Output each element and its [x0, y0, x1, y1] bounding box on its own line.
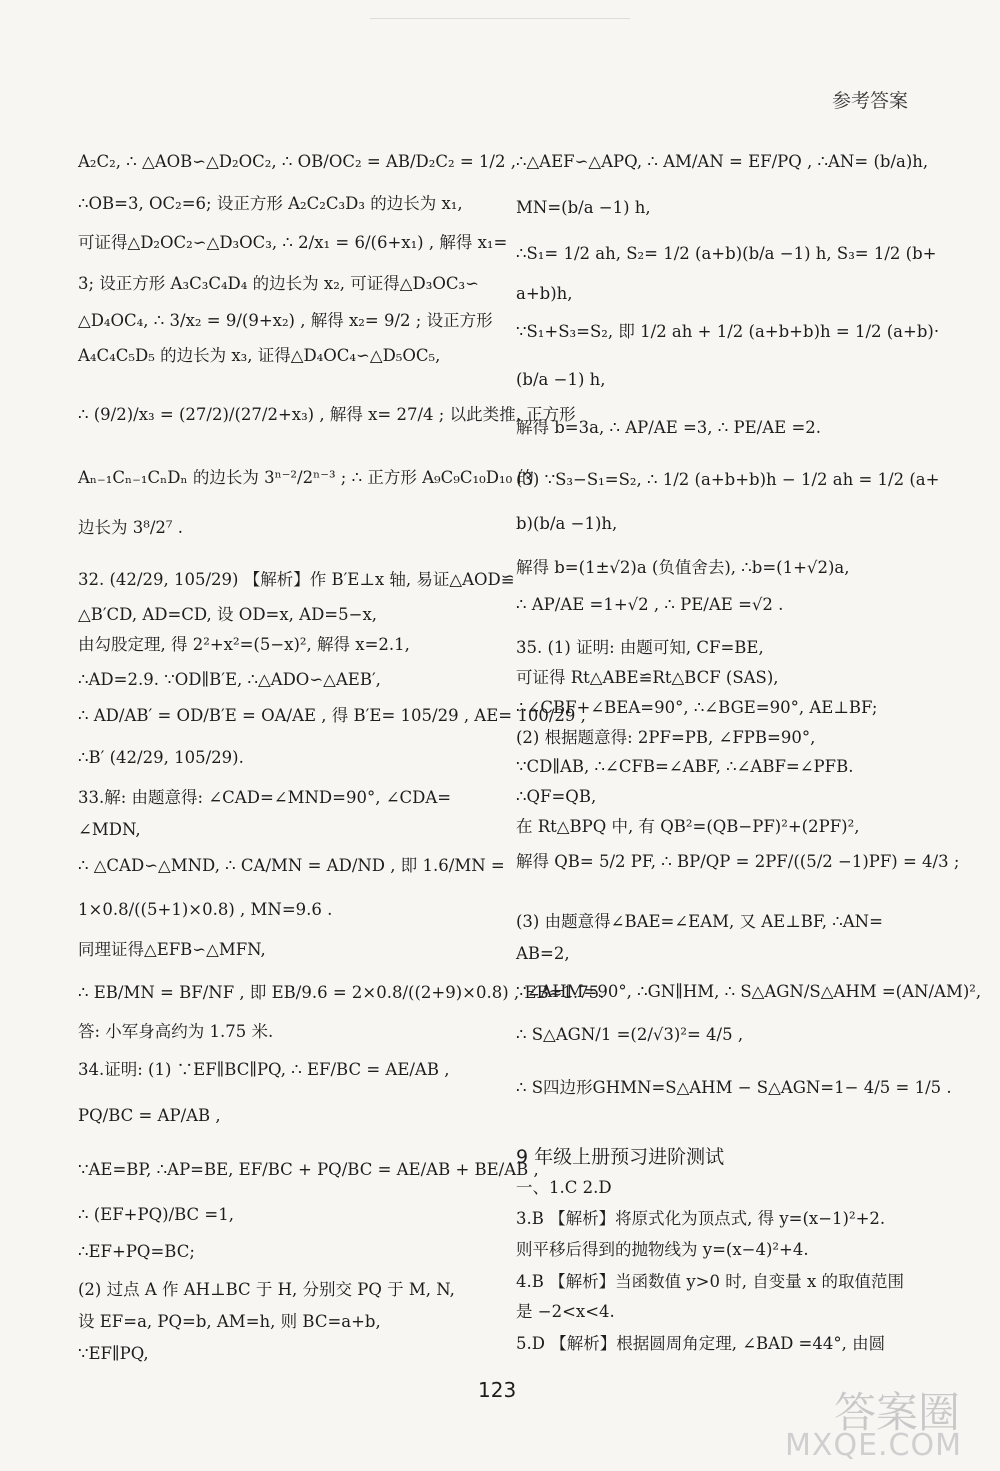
text-line: ∴∠CBF+∠BEA=90°, ∴∠BGE=90°, AE⊥BF;: [516, 698, 878, 717]
text-line: ∴QF=QB,: [516, 787, 597, 806]
text-line: ∵CD∥AB, ∴∠CFB=∠ABF, ∴∠ABF=∠PFB.: [516, 757, 854, 776]
text-line: ∠MDN,: [78, 820, 141, 839]
text-line: ∴OB=3, OC₂=6; 设正方形 A₂C₂C₃D₃ 的边长为 x₁,: [78, 194, 463, 213]
text-line: ∵S₁+S₃=S₂, 即 1/2 ah + 1/2 (a+b+b)h = 1/2 (a+b)·: [516, 322, 940, 341]
text-line: 在 Rt△BPQ 中, 有 QB²=(QB−PF)²+(2PF)²,: [516, 817, 860, 836]
text-line: 则平移后得到的抛物线为 y=(x−4)²+4.: [516, 1240, 809, 1259]
text-line: (3) ∵S₃−S₁=S₂, ∴ 1/2 (a+b+b)h − 1/2 ah = 1/2 (a+: [516, 470, 940, 489]
text-line: 可证得△D₂OC₂∽△D₃OC₃, ∴ 2/x₁ = 6/(6+x₁) , 解得 x₁=: [78, 233, 508, 252]
text-line: ∴ EB/MN = BF/NF , 即 EB/9.6 = 2×0.8/((2+9)×0.8) , EB≈1.75.: [78, 983, 605, 1002]
text-line: 解得 QB= 5/2 PF, ∴ BP/QP = 2PF/((5/2 −1)PF) = 4/3 ;: [516, 852, 960, 871]
text-line: a+b)h,: [516, 284, 573, 303]
text-line: ∴S₁= 1/2 ah, S₂= 1/2 (a+b)(b/a −1) h, S₃= 1/2 (b+: [516, 244, 937, 263]
text-line: ∵AE=BP, ∴AP=BE, EF/BC + PQ/BC = AE/AB + BE/AB ,: [78, 1160, 539, 1179]
text-line: △D₄OC₄, ∴ 3/x₂ = 9/(9+x₂) , 解得 x₂= 9/2 ; 设正方形: [78, 311, 493, 330]
text-line: ∵∠AHM=90°, ∴GN∥HM, ∴ S△AGN/S△AHM =(AN/AM)²,: [516, 982, 982, 1001]
text-line: (3) 由题意得∠BAE=∠EAM, 又 AE⊥BF, ∴AN=: [516, 912, 883, 931]
text-line: 边长为 3⁸/2⁷ .: [78, 518, 184, 537]
text-line: ∴ S△AGN/1 =(2/√3)²= 4/5 ,: [516, 1025, 744, 1044]
text-line: 32. (42/29, 105/29) 【解析】作 B′E⊥x 轴, 易证△AOD≌: [78, 570, 515, 589]
text-line: ∴ (EF+PQ)/BC =1,: [78, 1205, 234, 1224]
text-line: 35. (1) 证明: 由题可知, CF=BE,: [516, 638, 764, 657]
text-line: 解得 b=(1±√2)a (负值舍去), ∴b=(1+√2)a,: [516, 558, 850, 577]
section-heading: 9 年级上册预习进阶测试: [516, 1146, 725, 1168]
text-line: 答: 小军身高约为 1.75 米.: [78, 1022, 274, 1041]
text-line: ∴ AP/AE =1+√2 , ∴ PE/AE =√2 .: [516, 595, 784, 614]
text-line: 由勾股定理, 得 2²+x²=(5−x)², 解得 x=2.1,: [78, 635, 410, 654]
text-line: 同理证得△EFB∽△MFN,: [78, 940, 266, 959]
text-line: 4.B 【解析】当函数值 y>0 时, 自变量 x 的取值范围: [516, 1272, 905, 1291]
page-number: 123: [478, 1378, 517, 1402]
text-line: ∴EF+PQ=BC;: [78, 1242, 195, 1261]
text-line: ∴△AEF∽△APQ, ∴ AM/AN = EF/PQ , ∴AN= (b/a)h,: [516, 152, 929, 171]
text-line: ∵EF∥PQ,: [78, 1344, 149, 1363]
text-line: ∴AD=2.9. ∵OD∥B′E, ∴△ADO∽△AEB′,: [78, 670, 381, 689]
text-line: AB=2,: [516, 944, 570, 963]
page-header: 参考答案: [831, 90, 908, 112]
text-line: 5.D 【解析】根据圆周角定理, ∠BAD =44°, 由圆: [516, 1334, 886, 1353]
text-line: ∴ (9/2)/x₃ = (27/2)/(27/2+x₃) , 解得 x= 27/4 ; 以此类推, 正方形: [78, 405, 576, 424]
text-line: 3; 设正方形 A₃C₃C₄D₄ 的边长为 x₂, 可证得△D₃OC₃∽: [78, 274, 479, 293]
text-line: 34.证明: (1) ∵EF∥BC∥PQ, ∴ EF/BC = AE/AB ,: [78, 1060, 450, 1079]
text-line: 设 EF=a, PQ=b, AM=h, 则 BC=a+b,: [78, 1312, 381, 1331]
watermark-url: MXQE.COM: [785, 1428, 962, 1463]
text-line: 33.解: 由题意得: ∠CAD=∠MND=90°, ∠CDA=: [78, 788, 452, 807]
top-rule: [370, 18, 630, 19]
text-line: (b/a −1) h,: [516, 370, 606, 389]
text-line: ∴B′ (42/29, 105/29).: [78, 748, 244, 767]
text-line: A₄C₄C₅D₅ 的边长为 x₃, 证得△D₄OC₄∽△D₅OC₅,: [78, 346, 441, 365]
text-line: ∴ S四边形GHMN=S△AHM − S△AGN=1− 4/5 = 1/5 .: [516, 1078, 952, 1097]
watermark-logo: 答案圈: [833, 1388, 960, 1437]
text-line: (2) 根据题意得: 2PF=PB, ∠FPB=90°,: [516, 728, 816, 747]
text-line: b)(b/a −1)h,: [516, 514, 618, 533]
text-line: Aₙ₋₁Cₙ₋₁CₙDₙ 的边长为 3ⁿ⁻²/2ⁿ⁻³ ; ∴ 正方形 A₉C₉C₁₀D₁₀ 的: [78, 468, 534, 487]
text-line: 解得 b=3a, ∴ AP/AE =3, ∴ PE/AE =2.: [516, 418, 822, 437]
text-line: ∴ △CAD∽△MND, ∴ CA/MN = AD/ND , 即 1.6/MN =: [78, 856, 505, 875]
text-line: MN=(b/a −1) h,: [516, 198, 651, 217]
text-line: (2) 过点 A 作 AH⊥BC 于 H, 分别交 PQ 于 M, N,: [78, 1280, 455, 1299]
text-line: 是 −2<x<4.: [516, 1302, 615, 1321]
text-line: A₂C₂, ∴ △AOB∽△D₂OC₂, ∴ OB/OC₂ = AB/D₂C₂ = 1/2 ,: [78, 152, 516, 171]
text-line: PQ/BC = AP/AB ,: [78, 1106, 221, 1125]
text-line: ∴ AD/AB′ = OD/B′E = OA/AE , 得 B′E= 105/29 , AE= 100/29 ,: [78, 706, 586, 725]
text-line: 1×0.8/((5+1)×0.8) , MN=9.6 .: [78, 900, 333, 919]
text-line: △B′CD, AD=CD, 设 OD=x, AD=5−x,: [78, 605, 378, 624]
text-line: 一、1.C 2.D: [516, 1178, 612, 1197]
text-line: 可证得 Rt△ABE≌Rt△BCF (SAS),: [516, 668, 779, 687]
text-line: 3.B 【解析】将原式化为顶点式, 得 y=(x−1)²+2.: [516, 1209, 886, 1228]
